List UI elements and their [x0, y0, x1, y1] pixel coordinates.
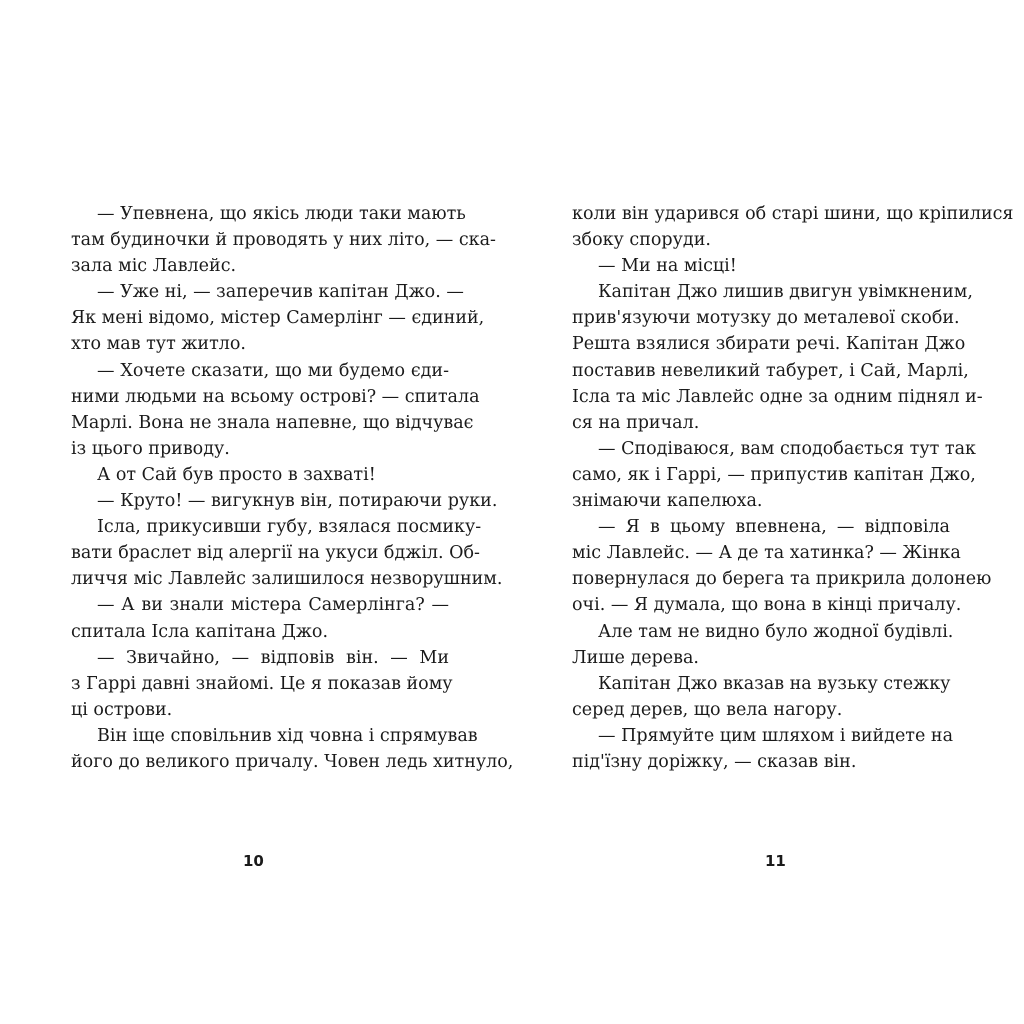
text-line: ними людьми на всьому острові? — спитала — [71, 386, 480, 407]
text-line: поставив невеликий табурет, і Сай, Марлі, — [572, 360, 969, 381]
text-line: повернулася до берега та прикрила долонею — [572, 569, 992, 590]
text-line: під'їзну доріжку, — сказав він. — [572, 751, 857, 772]
text-line: ся на причал. — [572, 412, 700, 433]
text-line: — Ми на місці! — [598, 256, 737, 277]
text-line: А от Сай був просто в захваті! — [97, 464, 376, 485]
text-line: — Прямуйте цим шляхом і вийдете на — [598, 725, 954, 746]
text-line: — Я в цьому впевнена, — відповіла — [598, 517, 950, 538]
text-line: — Уже ні, — заперечив капітан Джо. — — [97, 282, 464, 303]
text-line: зала міс Лавлейс. — [71, 256, 237, 277]
text-line: Як мені відомо, містер Самерлінг — єдиний, — [71, 308, 485, 329]
text-line: — Упевнена, що якісь люди таки мають — [97, 204, 466, 224]
text-line: ці острови. — [71, 699, 173, 720]
text-line: його до великого причалу. Човен ледь хитнуло, — [71, 751, 514, 772]
text-line: хто мав тут житло. — [71, 334, 246, 355]
text-line: само, як і Гаррі, — припустив капітан Джо, — [572, 464, 976, 485]
text-line: Марлі. Вона не знала напевне, що відчуває — [71, 412, 474, 433]
text-line: коли він ударився об старі шини, що кріпилися — [572, 204, 1014, 224]
text-line: Але там не видно було жодної будівлі. — [598, 621, 954, 642]
text-line: Він іще сповільнив хід човна і спрямував — [97, 725, 478, 746]
text-line: очі. — Я думала, що вона в кінці причалу. — [572, 595, 962, 616]
text-line: Капітан Джо лишив двигун увімкненим, — [598, 282, 973, 303]
right-page-number: 11 — [765, 852, 786, 870]
text-line: Ісла, прикусивши губу, взялася посмику- — [97, 517, 482, 538]
text-line: спитала Ісла капітана Джо. — [71, 621, 329, 642]
text-line: — Звичайно, — відповів він. — Ми — [97, 647, 449, 668]
left-page-number: 10 — [243, 852, 264, 870]
text-line: знімаючи капелюха. — [572, 491, 763, 512]
text-line: Ісла та міс Лавлейс одне за одним піднял и- — [572, 386, 983, 407]
text-line: міс Лавлейс. — А де та хатинка? — Жінка — [572, 543, 961, 564]
text-line: вати браслет від алергії на укуси бджіл. Об- — [71, 543, 480, 564]
text-line: збоку споруди. — [572, 230, 711, 251]
text-line: із цього приводу. — [71, 438, 230, 459]
right-page — [512, 0, 1024, 1024]
text-line: — Сподіваюся, вам сподобається тут так — [598, 438, 976, 459]
text-line: там будиночки й проводять у них літо, — ска- — [71, 230, 496, 251]
left-page-text — [71, 201, 514, 775]
text-line: Лише дерева. — [572, 647, 699, 668]
text-line: Капітан Джо вказав на вузьку стежку — [598, 673, 951, 694]
text-line: з Гаррі давні знайомі. Це я показав йому — [71, 673, 453, 694]
text-line: Решта взялися збирати речі. Капітан Джо — [572, 334, 966, 355]
text-line: — Круто! — вигукнув він, потираючи руки. — [97, 491, 498, 512]
text-line: личчя міс Лавлейс залишилося незворушним. — [71, 569, 503, 590]
right-page-text — [572, 201, 1014, 775]
text-line: прив'язуючи мотузку до металевої скоби. — [572, 308, 960, 329]
text-line: — А ви знали містера Самерлінга? — — [97, 595, 449, 616]
text-line: — Хочете сказати, що ми будемо єди- — [97, 360, 449, 381]
text-line: серед дерев, що вела нагору. — [572, 699, 843, 720]
